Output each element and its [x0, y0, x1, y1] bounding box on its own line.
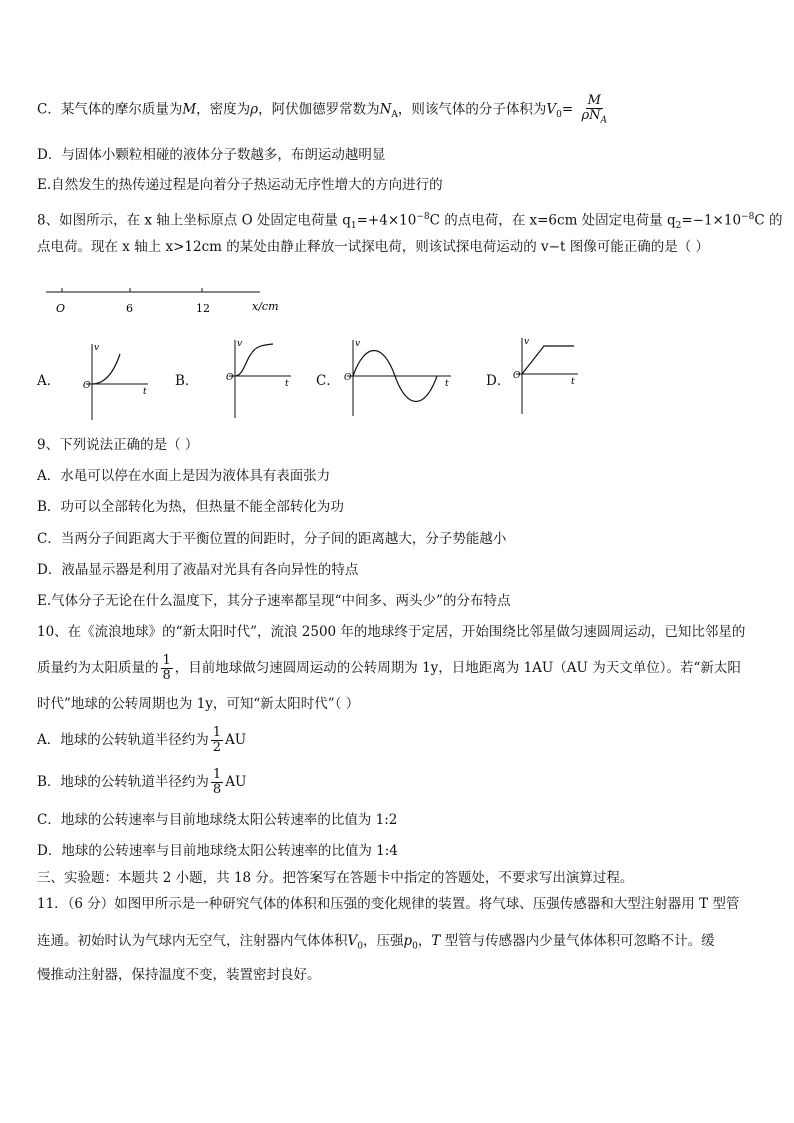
axis-t-label: t: [143, 387, 147, 397]
subscript: 0: [412, 941, 418, 952]
tick-label-O: O: [56, 302, 66, 315]
x-axis-figure: [40, 282, 300, 318]
q9-option-b: B．功可以全部转化为热，但热量不能全部转化为功: [37, 499, 344, 515]
text: =−1×10: [681, 212, 742, 229]
axis-t-label: t: [285, 379, 289, 389]
text: 连通。初始时认为气球内无空气，注射器内气体体积: [37, 933, 348, 949]
text: 质量约为太阳质量的: [37, 660, 159, 676]
axis-t-label: t: [445, 379, 449, 389]
fraction-one-eighth: [211, 768, 223, 796]
q8-stem-line2: 点电荷。现在 x 轴上 x>12cm 的某处由静止释放一试探电荷，则该试探电荷运动的 v−t 图像可能正确的是（ ）: [37, 239, 709, 255]
superscript: −8: [416, 212, 430, 222]
text: B．地球的公转轨道半径约为: [37, 774, 209, 790]
option-c-graph: [343, 336, 455, 418]
q11-stem-line3: 慢推动注射器，保持温度不变，装置密封良好。: [37, 967, 321, 983]
axis-v-label: v: [355, 339, 361, 349]
q9-option-d: D．液晶显示器是利用了液晶对光具有各向异性的特点: [37, 562, 359, 578]
option-d-graph: [512, 334, 582, 416]
subscript: 2: [675, 221, 682, 232]
symbol-M: M: [182, 101, 197, 118]
subscript: A: [391, 110, 398, 121]
text: ，目前地球做匀速圆周运动的公转周期为 1y，日地距离为 1AU（AU 为天文单位）。若“新太阳: [174, 660, 741, 676]
superscript: −8: [741, 212, 755, 222]
fraction-one-half: [211, 726, 223, 754]
text: ，阿伏伽德罗常数为: [258, 101, 380, 118]
q10-option-d: D．地球的公转速率与目前地球绕太阳公转速率的比值为 1:4: [37, 843, 398, 859]
q9-option-a: A．水黾可以停在水面上是因为液体具有表面张力: [37, 468, 331, 484]
curve-d: [522, 346, 574, 374]
subscript: 0: [556, 110, 562, 121]
fraction-denominator: 2: [212, 739, 222, 755]
q10-stem-line2: [37, 650, 764, 686]
equals: =: [561, 101, 574, 118]
origin-label: O: [344, 373, 352, 383]
fraction-M-over-rhoNA: [580, 94, 610, 126]
symbol-p: p: [403, 933, 413, 949]
symbol-V: V: [347, 933, 358, 949]
q10-stem-line3: 时代”地球的公转周期也为 1y，可知“新太阳时代”（ ）: [37, 696, 360, 712]
origin-label: O: [226, 373, 234, 383]
text: ，压强: [362, 933, 404, 949]
option-a-graph: [82, 340, 152, 422]
axis-v-label: v: [237, 339, 243, 349]
q9-option-e: E.气体分子无论在什么温度下，其分子速率都呈现“中间多、两头少”的分布特点: [37, 593, 511, 609]
section-3-heading: 三、实验题：本题共 2 小题，共 18 分。把答案写在答题卡中指定的答题处，不要求写出演算过程。: [37, 870, 634, 886]
tick-label-6: 6: [126, 302, 133, 315]
q7-option-e: E.自然发生的热传递过程是向着分子热运动无序性增大的方向进行的: [37, 177, 443, 193]
text: C 的: [754, 212, 783, 229]
symbol-T: T: [431, 933, 441, 949]
text: ，则该气体的分子体积为: [397, 101, 547, 118]
q9-option-c: C．当两分子间距离大于平衡位置的间距时，分子间的距离越大，分子势能越小: [37, 531, 507, 547]
subscript: 0: [357, 941, 363, 952]
text: C．某气体的摩尔质量为: [37, 101, 183, 118]
tick-label-12: 12: [196, 302, 210, 315]
q10-stem-line1: 10、在《流浪地球》的“新太阳时代”，流浪 2500 年的地球终于定居，开始围绕比邻星做匀速圆周运动，已知比邻星的: [37, 624, 746, 640]
fraction-denominator: 8: [212, 781, 222, 797]
symbol-NA: N: [379, 101, 392, 118]
q7-option-c: [37, 94, 764, 126]
fraction-numerator: M: [587, 93, 601, 108]
subscript: 1: [350, 221, 357, 232]
symbol-rho: ρ: [250, 101, 259, 118]
origin-label: O: [513, 371, 521, 381]
unit: AU: [225, 732, 247, 748]
option-b-graph: [225, 336, 295, 420]
axis-unit-label: x/cm: [252, 300, 279, 313]
text: ，: [417, 933, 432, 949]
q9-stem: 9、下列说法正确的是（ ）: [37, 437, 199, 453]
symbol-V: V: [546, 101, 557, 118]
q8-stem-line1: [37, 208, 783, 235]
curve-a: [92, 354, 120, 384]
option-a-label: A．: [37, 373, 61, 389]
axis-t-label: t: [571, 377, 575, 387]
option-c-label: C．: [316, 373, 340, 389]
fraction-numerator: 1: [162, 652, 171, 668]
q10-option-b: [37, 764, 764, 800]
fraction-numerator: 1: [212, 724, 222, 740]
q7-option-d: D．与固体小颗粒相碰的液体分子数越多，布朗运动越明显: [37, 147, 386, 163]
option-b-label: B．: [175, 373, 199, 389]
fraction-denominator: 8: [162, 667, 171, 683]
text: =+4×10: [356, 212, 417, 229]
fraction-one-eighth: [161, 654, 173, 682]
origin-label: O: [83, 381, 91, 391]
fraction-numerator: 1: [212, 766, 222, 782]
axis-v-label: v: [94, 343, 100, 353]
text: 型管与传感器内少量气体体积可忽略不计。缓: [440, 933, 715, 949]
text: 8、如图所示，在 x 轴上坐标原点 O 处固定电荷量 q: [37, 212, 351, 229]
q11-stem-line2: [37, 932, 764, 956]
text: A．地球的公转轨道半径约为: [37, 732, 209, 748]
text: C 的点电荷，在 x=6cm 处固定电荷量 q: [429, 212, 676, 229]
fraction-denominator: ρN: [581, 107, 601, 123]
subscript: A: [600, 115, 608, 126]
q10-option-c: C．地球的公转速率与目前地球绕太阳公转速率的比值为 1:2: [37, 812, 398, 828]
option-d-label: D．: [486, 373, 511, 389]
q10-option-a: [37, 722, 764, 758]
text: ，密度为: [196, 101, 251, 118]
unit: AU: [225, 774, 247, 790]
axis-v-label: v: [524, 337, 530, 347]
q11-stem-line1: 11．（6 分）如图甲所示是一种研究气体的体积和压强的变化规律的装置。将气球、压强传感器和大型注射器用 T 型管: [37, 896, 740, 912]
